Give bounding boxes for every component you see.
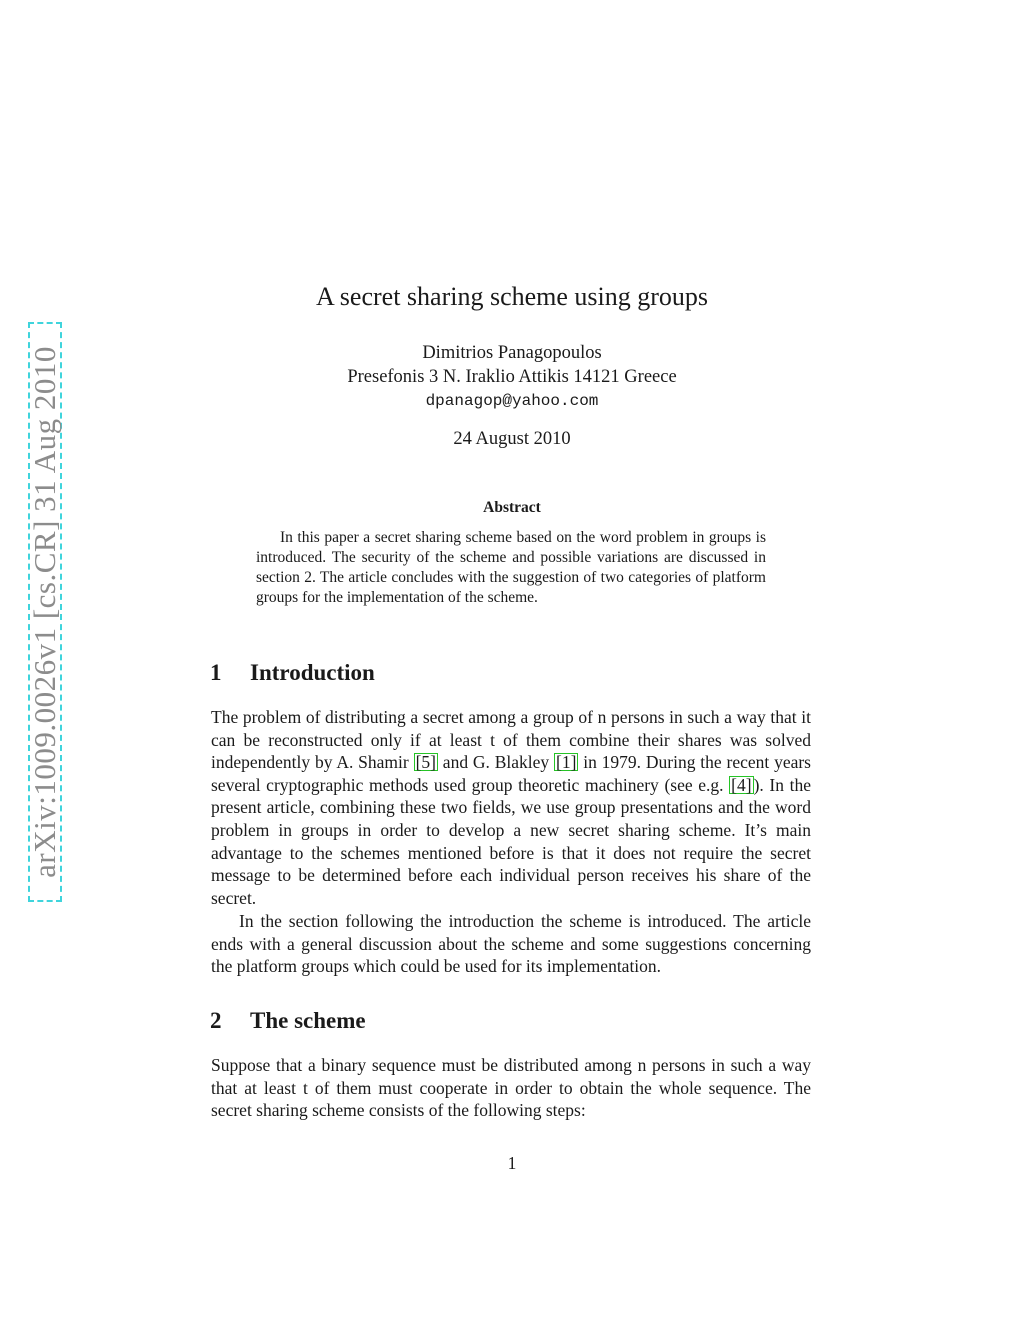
section-heading-scheme	[210, 1008, 366, 1034]
abstract-heading: Abstract	[483, 499, 541, 516]
paper-title: A secret sharing scheme using groups	[315, 282, 709, 311]
arxiv-stamp-text: arXiv:1009.0026v1 [cs.CR] 31 Aug 2010	[27, 346, 63, 878]
scheme-paragraph-1: Suppose that a binary sequence must be distributed among n persons in such a way that at least t of them must cooperate in order to obtain the whole sequence. The secret sharing scheme consists of the following steps:	[211, 1055, 811, 1121]
author-name: Dimitrios Panagopoulos	[422, 343, 602, 363]
intro-paragraph-2: In the section following the introduction the scheme is introduced. The article ends with a general discussion about the scheme and some suggestions concerning the platform groups which could be used for its implementation.	[211, 911, 811, 977]
citation-link-blakley[interactable]: [1]	[556, 752, 577, 773]
author-block	[0, 341, 1024, 413]
section-heading-introduction	[210, 660, 375, 686]
abstract-text: In this paper a secret sharing scheme based on the word problem in groups is introduced. The security of the scheme and possible variations are discussed in section 2. The article concludes with the suggestion of two categories of platform groups for the implementation of the scheme.	[256, 529, 766, 606]
intro-p1-text-d: ). In the present article, combining these two fields, we use group presentations and the word problem in groups in order to develop a new secret sharing scheme. It’s main advantage to the schemes mentioned before is that it does not require the secret message to be determined before each individual person receives his share of the secret.	[211, 774, 811, 908]
author-email[interactable]: dpanagop@yahoo.com	[425, 392, 599, 410]
author-address: Presefonis 3 N. Iraklio Attikis 14121 Greece	[347, 367, 677, 387]
paper-date: 24 August 2010	[453, 429, 571, 449]
intro-paragraph-1	[211, 706, 811, 909]
citation-link-eg[interactable]: [4]	[731, 774, 752, 795]
page-number: 1	[507, 1153, 517, 1173]
section-title: The scheme	[250, 1008, 366, 1033]
intro-p1-text-c: in 1979. During the recent years several cryptographic methods used group theoretic machinery (see e.g.	[211, 752, 811, 795]
intro-p1-text-b: and G. Blakley	[437, 752, 554, 773]
section-number: 1	[210, 660, 222, 685]
citation-link-shamir[interactable]: [5]	[415, 752, 436, 773]
section-title: Introduction	[250, 660, 375, 685]
intro-p1-text-a: The problem of distributing a secret among a group of n persons in such a way that it can be reconstructed only if at least t of them combine their shares was solved independently by A. Shamir	[211, 707, 811, 773]
section-number: 2	[210, 1008, 222, 1033]
